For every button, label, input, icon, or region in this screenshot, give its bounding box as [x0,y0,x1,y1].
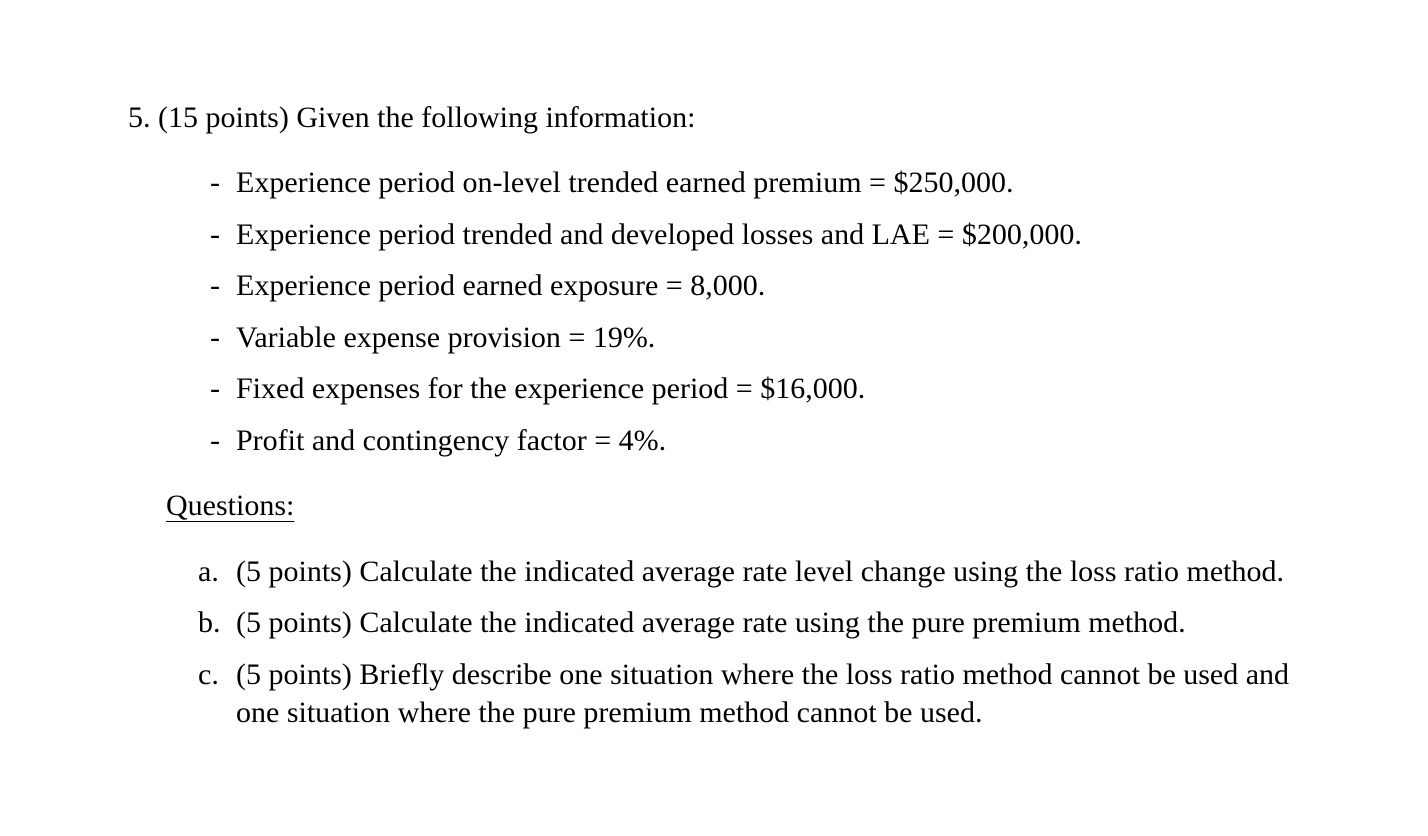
question-text: (5 points) Briefly describe one situation where the loss ratio method cannot be used and [236,658,1290,691]
info-item: Experience period earned exposure = 8,000. [236,269,766,302]
info-item: Experience period trended and developed losses and LAE = $200,000. [236,218,1082,251]
bullet: - [210,424,220,457]
bullet: - [210,269,220,302]
question-text-continued: one situation where the pure premium method cannot be used. [236,696,983,729]
question-letter: b. [198,606,221,639]
bullet: - [210,166,220,199]
question-letter: a. [198,555,219,588]
question-letter: c. [198,658,219,691]
questions-heading: Questions: [166,489,295,522]
question-text: (5 points) Calculate the indicated average rate using the pure premium method. [236,606,1186,639]
info-item: Profit and contingency factor = 4%. [236,424,667,457]
info-item: Variable expense provision = 19%. [236,321,656,354]
bullet: - [210,372,220,405]
problem-title: 5. (15 points) Given the following information: [128,101,696,134]
question-text: (5 points) Calculate the indicated average rate level change using the loss ratio method. [236,555,1284,588]
info-item: Experience period on-level trended earned premium = $250,000. [236,166,1014,199]
bullet: - [210,218,220,251]
bullet: - [210,321,220,354]
info-item: Fixed expenses for the experience period = $16,000. [236,372,866,405]
